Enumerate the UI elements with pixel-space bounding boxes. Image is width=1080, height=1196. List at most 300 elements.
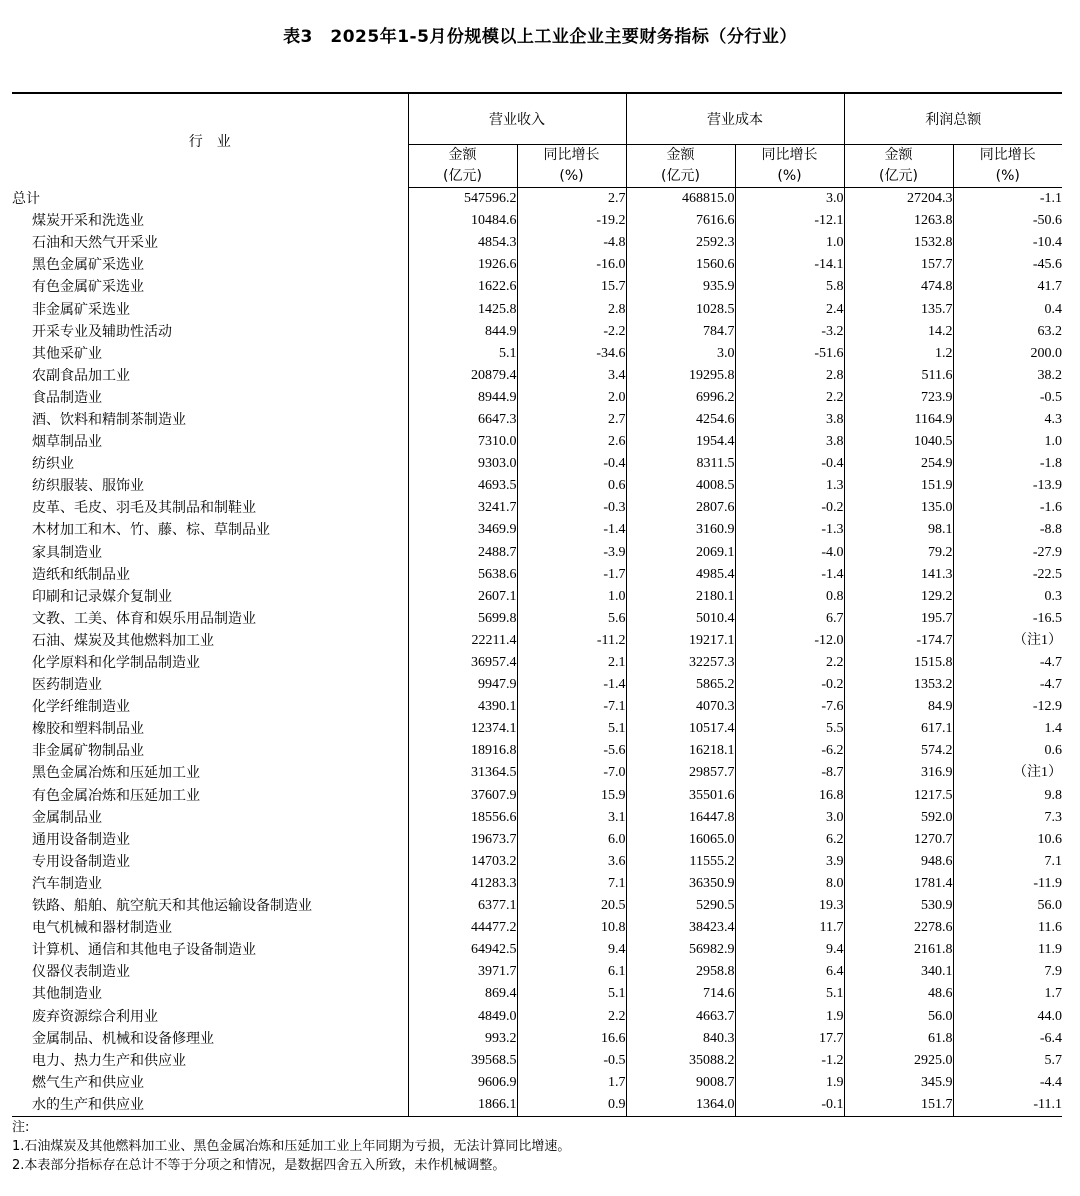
growth-cell: -0.5 (517, 1050, 626, 1072)
amount-cell: 2592.3 (626, 232, 735, 254)
amount-cell: 64942.5 (408, 939, 517, 961)
growth-cell: 9.4 (735, 939, 844, 961)
growth-cell: 4.3 (1044, 411, 1062, 427)
amount-cell: 4693.5 (408, 475, 517, 497)
growth-cell: 19.3 (735, 895, 844, 917)
table-row (12, 1094, 1062, 1117)
growth-cell: 2.8 (735, 365, 844, 387)
growth-cell: 6.1 (517, 961, 626, 983)
amount-cell: 35088.2 (626, 1050, 735, 1072)
revenue-group-header (408, 93, 626, 145)
growth-cell: 3.0 (735, 188, 844, 211)
table-row (12, 785, 1062, 807)
amount-cell: 9947.9 (408, 674, 517, 696)
growth-cell: -4.7 (1039, 655, 1062, 671)
growth-cell: 11.9 (1038, 942, 1062, 958)
amount-cell: 2180.1 (626, 586, 735, 608)
amount-cell: 19673.7 (408, 829, 517, 851)
amount-cell: 1781.4 (844, 873, 953, 895)
revenue-group-label: 营业收入 (489, 112, 545, 128)
amount-cell: 36957.4 (408, 652, 517, 674)
industry-name: 总计 (12, 188, 408, 211)
amount-cell: 56.0 (844, 1005, 953, 1027)
growth-cell: 38.2 (1037, 367, 1062, 383)
amount-cell: 2069.1 (626, 542, 735, 564)
amount-cell: 129.2 (844, 586, 953, 608)
amount-cell: 1364.0 (626, 1094, 735, 1117)
growth-cell: 5.1 (735, 983, 844, 1005)
growth-cell: -7.0 (517, 762, 626, 784)
amount-cell: 592.0 (844, 807, 953, 829)
amount-cell: 29857.7 (626, 762, 735, 784)
amount-cell: 16218.1 (626, 740, 735, 762)
notes-heading: 注: (12, 1120, 30, 1135)
industry-name: 电力、热力生产和供应业 (12, 1050, 408, 1072)
amount-cell: 1532.8 (844, 232, 953, 254)
industry-name: 木材加工和木、竹、藤、棕、草制品业 (12, 519, 408, 541)
amount-cell: 3.0 (626, 343, 735, 365)
growth-cell: -4.8 (517, 232, 626, 254)
amount-cell: 135.0 (844, 497, 953, 519)
amount-cell: 5290.5 (626, 895, 735, 917)
amount-cell: 157.7 (844, 254, 953, 276)
amount-cell: 18556.6 (408, 807, 517, 829)
growth-cell: -11.2 (517, 630, 626, 652)
amount-cell: 511.6 (844, 365, 953, 387)
industry-name: 石油和天然气开采业 (12, 232, 408, 254)
growth-cell: 200.0 (1030, 345, 1062, 361)
table-row (12, 276, 1062, 298)
industry-name: 非金属矿采选业 (12, 298, 408, 320)
amount-cell: 6996.2 (626, 387, 735, 409)
growth-cell: -16.5 (1032, 610, 1062, 626)
amount-cell: 4854.3 (408, 232, 517, 254)
amount-cell: 1.2 (844, 343, 953, 365)
growth-cell: 2.1 (517, 652, 626, 674)
growth-cell: 3.1 (517, 807, 626, 829)
amount-cell: 7616.6 (626, 210, 735, 232)
growth-cell: -1.3 (735, 519, 844, 541)
amount-cell: 869.4 (408, 983, 517, 1005)
amount-cell: 2807.6 (626, 497, 735, 519)
growth-cell: 2.7 (517, 409, 626, 431)
industry-name: 有色金属冶炼和压延加工业 (12, 785, 408, 807)
amount-cell: 840.3 (626, 1028, 735, 1050)
industry-header-label: 行 业 (188, 133, 231, 150)
amount-header (408, 145, 517, 188)
amount-cell: 3469.9 (408, 519, 517, 541)
growth-cell: 15.7 (517, 276, 626, 298)
growth-cell: 3.8 (735, 431, 844, 453)
industry-name: 开采专业及辅助性活动 (12, 321, 408, 343)
industry-name: 汽车制造业 (12, 873, 408, 895)
table-row (12, 409, 1062, 431)
table-row (12, 696, 1062, 718)
growth-cell: 2.0 (517, 387, 626, 409)
amount-cell: 3971.7 (408, 961, 517, 983)
table-row (12, 387, 1062, 409)
table-row (12, 1028, 1062, 1050)
growth-cell: （注1） (1013, 632, 1062, 648)
growth-cell: -1.6 (1039, 500, 1062, 516)
growth-cell: 1.7 (517, 1072, 626, 1094)
industry-name: 计算机、通信和其他电子设备制造业 (12, 939, 408, 961)
table-title: 表3 2025年1-5月份规模以上工业企业主要财务指标（分行业） (283, 27, 797, 47)
amount-cell: 44477.2 (408, 917, 517, 939)
industry-name: 橡胶和塑料制品业 (12, 718, 408, 740)
amount-cell: 547596.2 (408, 188, 517, 211)
growth-cell: 6.7 (735, 608, 844, 630)
industry-name: 石油、煤炭及其他燃料加工业 (12, 630, 408, 652)
amount-cell: 27204.3 (844, 188, 953, 211)
growth-cell: -22.5 (1032, 566, 1062, 582)
amount-cell: 254.9 (844, 453, 953, 475)
amount-cell: 714.6 (626, 983, 735, 1005)
amount-cell: 22211.4 (408, 630, 517, 652)
growth-cell: 10.8 (517, 917, 626, 939)
growth-cell: -4.4 (1039, 1074, 1062, 1090)
growth-cell: 0.9 (517, 1094, 626, 1117)
growth-cell: -8.8 (1039, 522, 1062, 538)
table-row (12, 475, 1062, 497)
industry-name: 文教、工美、体育和娱乐用品制造业 (12, 608, 408, 630)
industry-name: 化学纤维制造业 (12, 696, 408, 718)
growth-cell: -8.7 (735, 762, 844, 784)
amount-cell: 35501.6 (626, 785, 735, 807)
industry-name: 纺织业 (12, 453, 408, 475)
growth-cell: 10.6 (1037, 831, 1062, 847)
growth-cell: 15.9 (517, 785, 626, 807)
amount-cell: 3160.9 (626, 519, 735, 541)
amount-cell: 5865.2 (626, 674, 735, 696)
growth-cell: 56.0 (1037, 898, 1062, 914)
growth-cell: 2.8 (517, 298, 626, 320)
table-row (12, 519, 1062, 541)
growth-cell: （注1） (1013, 765, 1062, 781)
amount-cell: 9008.7 (626, 1072, 735, 1094)
profit-group-label: 利润总额 (925, 112, 982, 128)
growth-cell: -7.1 (517, 696, 626, 718)
table-row (12, 762, 1062, 784)
growth-cell: 0.4 (1044, 301, 1062, 317)
amount-cell: 5010.4 (626, 608, 735, 630)
growth-cell: -51.6 (735, 343, 844, 365)
amount-cell: 141.3 (844, 564, 953, 586)
industry-name: 金属制品、机械和设备修理业 (12, 1028, 408, 1050)
industry-name: 黑色金属冶炼和压延加工业 (12, 762, 408, 784)
amount-cell: 14.2 (844, 321, 953, 343)
industry-name: 仪器仪表制造业 (12, 961, 408, 983)
growth-cell: 16.6 (517, 1028, 626, 1050)
table-row (12, 210, 1062, 232)
growth-cell: 2.2 (735, 652, 844, 674)
amount-cell: 16065.0 (626, 829, 735, 851)
industry-name: 印刷和记录媒介复制业 (12, 586, 408, 608)
amount-cell: 2488.7 (408, 542, 517, 564)
growth-cell: -12.9 (1032, 699, 1062, 715)
amount-cell: 5638.6 (408, 564, 517, 586)
amount-cell: 7310.0 (408, 431, 517, 453)
growth-cell: -1.7 (517, 564, 626, 586)
amount-cell: 9606.9 (408, 1072, 517, 1094)
growth-cell: 1.9 (735, 1072, 844, 1094)
industry-name: 金属制品业 (12, 807, 408, 829)
growth-cell: 6.2 (735, 829, 844, 851)
cost-group-header (626, 93, 844, 145)
amount-cell: 935.9 (626, 276, 735, 298)
amount-cell: 1622.6 (408, 276, 517, 298)
amount-cell: 8944.9 (408, 387, 517, 409)
growth-cell: -34.6 (517, 343, 626, 365)
growth-cell: 2.2 (517, 1005, 626, 1027)
amount-cell: 844.9 (408, 321, 517, 343)
industry-name: 铁路、船舶、航空航天和其他运输设备制造业 (12, 895, 408, 917)
growth-cell: 2.7 (517, 188, 626, 211)
amount-cell: 195.7 (844, 608, 953, 630)
growth-cell: 0.3 (1044, 588, 1062, 604)
growth-cell: -45.6 (1032, 257, 1062, 273)
amount-cell: 8311.5 (626, 453, 735, 475)
amount-cell: 474.8 (844, 276, 953, 298)
growth-cell: -12.1 (735, 210, 844, 232)
growth-cell: 5.1 (517, 718, 626, 740)
table-row (12, 961, 1062, 983)
amount-cell: 18916.8 (408, 740, 517, 762)
growth-cell: -3.2 (735, 321, 844, 343)
growth-header-line1: 同比增长 (761, 147, 818, 163)
growth-cell: 8.0 (735, 873, 844, 895)
industry-name: 农副食品加工业 (12, 365, 408, 387)
growth-cell: 1.4 (1044, 721, 1062, 737)
industry-name: 烟草制品业 (12, 431, 408, 453)
amount-cell: 41283.3 (408, 873, 517, 895)
growth-cell: -11.9 (1033, 875, 1062, 891)
growth-cell: 5.7 (1044, 1052, 1062, 1068)
amount-cell: 4254.6 (626, 409, 735, 431)
industry-name: 纺织服装、服饰业 (12, 475, 408, 497)
growth-cell: -6.4 (1039, 1030, 1062, 1046)
table-row (12, 674, 1062, 696)
amount-cell: 31364.5 (408, 762, 517, 784)
growth-cell: 6.4 (735, 961, 844, 983)
amount-cell: 20879.4 (408, 365, 517, 387)
growth-cell: 44.0 (1037, 1008, 1062, 1024)
amount-cell: 135.7 (844, 298, 953, 320)
industry-name: 其他采矿业 (12, 343, 408, 365)
amount-cell: 4390.1 (408, 696, 517, 718)
amount-header-line1: 金额 (448, 147, 477, 163)
amount-cell: 6377.1 (408, 895, 517, 917)
growth-cell: -4.0 (735, 542, 844, 564)
growth-cell: -0.4 (735, 453, 844, 475)
amount-cell: 4985.4 (626, 564, 735, 586)
growth-cell: 0.8 (735, 586, 844, 608)
growth-cell: 1.0 (735, 232, 844, 254)
growth-cell: 11.6 (1038, 920, 1062, 936)
growth-header-line2: (%) (777, 168, 802, 184)
growth-cell: -4.7 (1039, 677, 1062, 693)
growth-cell: 3.6 (517, 851, 626, 873)
amount-cell: 10517.4 (626, 718, 735, 740)
amount-cell: 16447.8 (626, 807, 735, 829)
amount-cell: 1217.5 (844, 785, 953, 807)
industry-name: 非金属矿物制品业 (12, 740, 408, 762)
growth-cell: -1.4 (517, 519, 626, 541)
amount-cell: 1425.8 (408, 298, 517, 320)
amount-cell: 5.1 (408, 343, 517, 365)
table-row (12, 939, 1062, 961)
growth-cell: -1.4 (735, 564, 844, 586)
growth-header-line2: (%) (995, 168, 1020, 184)
amount-cell: 151.7 (844, 1094, 953, 1117)
growth-cell: -0.4 (517, 453, 626, 475)
amount-cell: 1164.9 (844, 409, 953, 431)
amount-cell: 19217.1 (626, 630, 735, 652)
amount-cell: 468815.0 (626, 188, 735, 211)
table-body (12, 188, 1062, 1117)
amount-cell: 79.2 (844, 542, 953, 564)
table-row (12, 365, 1062, 387)
table-row (12, 829, 1062, 851)
growth-cell: 2.4 (735, 298, 844, 320)
industry-name: 其他制造业 (12, 983, 408, 1005)
amount-cell: 5699.8 (408, 608, 517, 630)
growth-cell: -1.8 (1039, 456, 1062, 472)
amount-cell: 1515.8 (844, 652, 953, 674)
amount-cell: 530.9 (844, 895, 953, 917)
amount-cell: 617.1 (844, 718, 953, 740)
industry-name: 通用设备制造业 (12, 829, 408, 851)
amount-cell: 2161.8 (844, 939, 953, 961)
amount-cell: 56982.9 (626, 939, 735, 961)
growth-cell: 5.8 (735, 276, 844, 298)
industry-name: 化学原料和化学制品制造业 (12, 652, 408, 674)
cost-group-label: 营业成本 (707, 112, 763, 128)
growth-cell: 5.6 (517, 608, 626, 630)
amount-cell: 4008.5 (626, 475, 735, 497)
note-1: 1.石油煤炭及其他燃料加工业、黑色金属冶炼和压延加工业上年同期为亏损，无法计算同比增速。 (12, 1139, 571, 1154)
amount-cell: 316.9 (844, 762, 953, 784)
amount-header (626, 145, 735, 188)
amount-cell: 1263.8 (844, 210, 953, 232)
table-row (12, 1005, 1062, 1027)
growth-cell: -1.4 (517, 674, 626, 696)
table-row (12, 1072, 1062, 1094)
amount-cell: 1560.6 (626, 254, 735, 276)
amount-cell: 1028.5 (626, 298, 735, 320)
growth-cell: -14.1 (735, 254, 844, 276)
amount-cell: 4070.3 (626, 696, 735, 718)
amount-cell: 2278.6 (844, 917, 953, 939)
table-row (12, 895, 1062, 917)
table-row (12, 740, 1062, 762)
amount-cell: 1926.6 (408, 254, 517, 276)
table-row (12, 718, 1062, 740)
growth-cell: 7.3 (1044, 809, 1062, 825)
amount-cell: 39568.5 (408, 1050, 517, 1072)
amount-cell: 723.9 (844, 387, 953, 409)
growth-cell: 11.7 (735, 917, 844, 939)
amount-header-line1: 金额 (884, 147, 913, 163)
table-row (12, 254, 1062, 276)
amount-cell: 9303.0 (408, 453, 517, 475)
growth-cell: -11.1 (953, 1094, 1062, 1117)
growth-cell: -16.0 (517, 254, 626, 276)
amount-cell: 19295.8 (626, 365, 735, 387)
industry-name: 废弃资源综合利用业 (12, 1005, 408, 1027)
amount-cell: 10484.6 (408, 210, 517, 232)
amount-cell: 1270.7 (844, 829, 953, 851)
table-row (12, 453, 1062, 475)
table-row (12, 983, 1062, 1005)
growth-header-line1: 同比增长 (979, 147, 1036, 163)
amount-cell: 32257.3 (626, 652, 735, 674)
growth-cell: 2.2 (735, 387, 844, 409)
amount-cell: 2925.0 (844, 1050, 953, 1072)
growth-cell: -0.5 (1039, 389, 1062, 405)
amount-cell: 4663.7 (626, 1005, 735, 1027)
amount-cell: 2607.1 (408, 586, 517, 608)
industry-name: 燃气生产和供应业 (12, 1072, 408, 1094)
table-row (12, 321, 1062, 343)
industry-name: 家具制造业 (12, 542, 408, 564)
industry-name: 水的生产和供应业 (12, 1094, 408, 1117)
amount-cell: 14703.2 (408, 851, 517, 873)
growth-cell: 41.7 (1037, 279, 1062, 295)
growth-cell: 3.8 (735, 409, 844, 431)
industry-name: 皮革、毛皮、羽毛及其制品和制鞋业 (12, 497, 408, 519)
amount-cell: 1866.1 (408, 1094, 517, 1117)
profit-group-header (844, 93, 1062, 145)
table-row (12, 608, 1062, 630)
industry-name: 专用设备制造业 (12, 851, 408, 873)
notes (12, 1118, 1062, 1175)
table-row (12, 586, 1062, 608)
amount-cell: 12374.1 (408, 718, 517, 740)
table-row (12, 564, 1062, 586)
note-2: 2.本表部分指标存在总计不等于分项之和情况，是数据四舍五入所致，未作机械调整。 (12, 1158, 506, 1173)
growth-cell: 3.0 (735, 807, 844, 829)
growth-cell: 2.6 (517, 431, 626, 453)
growth-cell: -1.1 (1039, 191, 1062, 207)
growth-header (735, 145, 844, 188)
amount-cell: 37607.9 (408, 785, 517, 807)
amount-cell: 61.8 (844, 1028, 953, 1050)
amount-cell: 784.7 (626, 321, 735, 343)
growth-cell: -12.0 (735, 630, 844, 652)
amount-header (844, 145, 953, 188)
amount-cell: 993.2 (408, 1028, 517, 1050)
industry-name: 造纸和纸制品业 (12, 564, 408, 586)
growth-cell: -0.3 (517, 497, 626, 519)
growth-header-line1: 同比增长 (543, 147, 600, 163)
amount-cell: 98.1 (844, 519, 953, 541)
growth-cell: -0.1 (735, 1094, 844, 1117)
table-row (12, 343, 1062, 365)
growth-cell: 17.7 (735, 1028, 844, 1050)
growth-cell: 1.0 (517, 586, 626, 608)
industry-name: 医药制造业 (12, 674, 408, 696)
amount-header-line1: 金额 (666, 147, 695, 163)
amount-cell: 3241.7 (408, 497, 517, 519)
table-row (12, 298, 1062, 320)
growth-cell: 5.1 (517, 983, 626, 1005)
growth-cell: 1.3 (735, 475, 844, 497)
table-row (12, 851, 1062, 873)
financial-indicators-table (12, 92, 1062, 1117)
growth-cell: 63.2 (1037, 323, 1062, 339)
growth-cell: 3.9 (735, 851, 844, 873)
